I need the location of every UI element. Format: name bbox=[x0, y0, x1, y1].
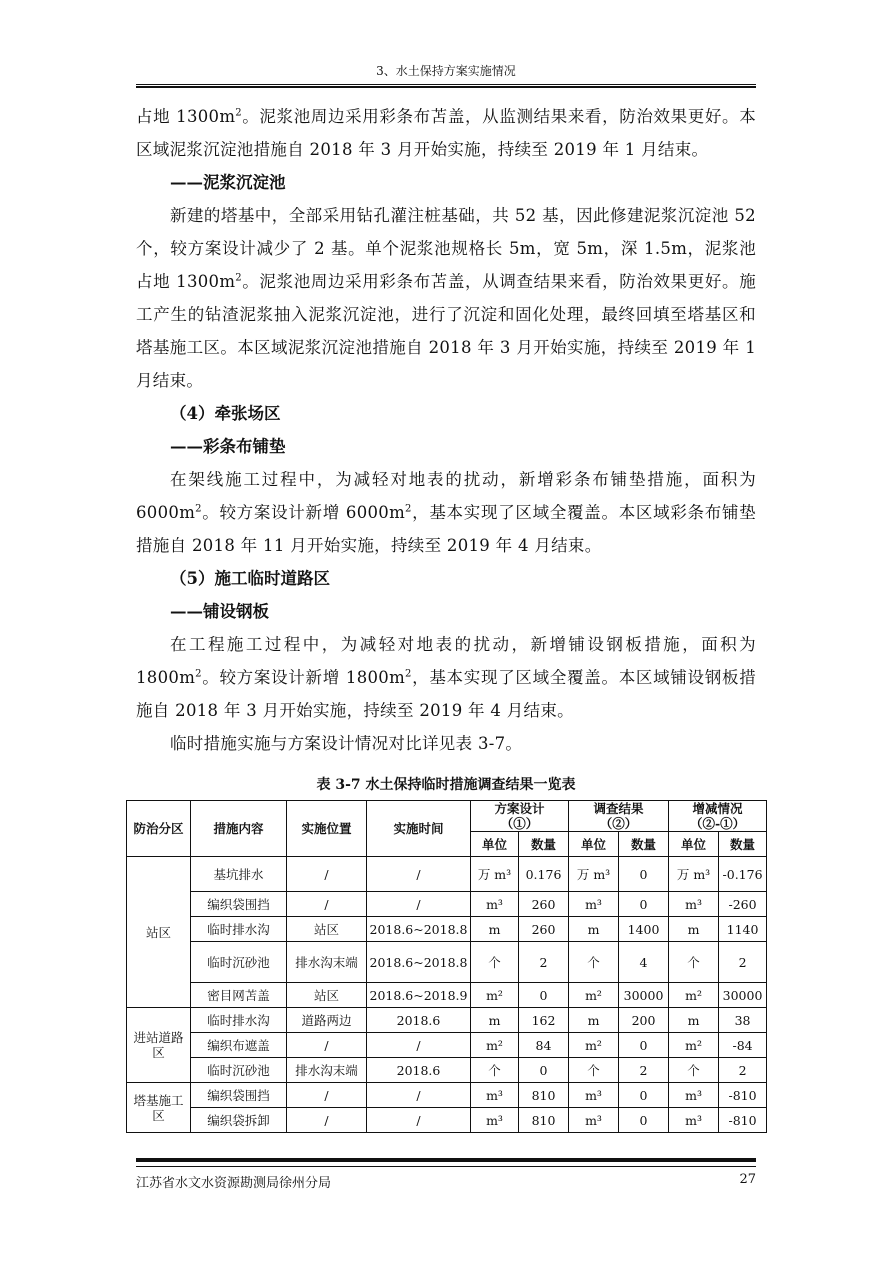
cell-q1: 810 bbox=[519, 1108, 569, 1133]
paragraph: 新建的塔基中，全部采用钻孔灌注桩基础，共 52 基，因此修建泥浆沉淀池 52 个，较方案设计减少了 2 基。单个泥浆池规格长 5m，宽 5m，深 1.5m，泥浆池占地 $1300m^2$。泥浆池周边采用彩条布苫盖，从调查结果来看，防治效果更好。施工产生的钻渣泥浆抽入泥浆沉淀池，进行了沉淀和固化处理，最终回填至塔基区和塔基施工区。本区域泥浆沉淀池措施自 2018 年 3 月开始实施，持续至 2019 年 1 月结束。 bbox=[136, 206, 756, 390]
cell-q3: 2 bbox=[719, 1058, 767, 1083]
cell-u3: m³ bbox=[669, 1108, 719, 1133]
cell-u1: m bbox=[471, 917, 519, 942]
cell-u2: m³ bbox=[569, 1108, 619, 1133]
table-row bbox=[127, 1033, 767, 1058]
table-body bbox=[127, 857, 767, 1133]
cell-measure: 编织袋围挡 bbox=[191, 892, 287, 917]
cell-q2: 200 bbox=[619, 1008, 669, 1033]
table-row bbox=[127, 942, 767, 983]
cell-measure: 临时沉砂池 bbox=[191, 1058, 287, 1083]
table-row bbox=[127, 1108, 767, 1133]
cell-time: 2018.6 bbox=[367, 1058, 471, 1083]
header-qty: 数量 bbox=[619, 832, 669, 857]
paragraph: 在架线施工过程中，为减轻对地表的扰动，新增彩条布铺垫措施，面积为 $6000m^2$。较方案设计新增 $6000m^2$，基本实现了区域全覆盖。本区域彩条布铺垫措施自 2018 年 11 月开始实施，持续至 2019 年 4 月结束。 bbox=[136, 470, 756, 555]
cell-u3: m² bbox=[669, 983, 719, 1008]
cell-u1: 万 m³ bbox=[471, 857, 519, 892]
cell-q3: 1140 bbox=[719, 917, 767, 942]
cell-location: / bbox=[287, 1033, 367, 1058]
cell-u2: m³ bbox=[569, 1083, 619, 1108]
cell-measure: 临时排水沟 bbox=[191, 1008, 287, 1033]
table-caption: 表 3-7 水土保持临时措施调查结果一览表 bbox=[316, 777, 576, 793]
cell-q3: -0.176 bbox=[719, 857, 767, 892]
cell-measure: 编织布遮盖 bbox=[191, 1033, 287, 1058]
paragraph: 在工程施工过程中，为减轻对地表的扰动，新增铺设钢板措施，面积为 $1800m^2$。较方案设计新增 $1800m^2$，基本实现了区域全覆盖。本区域铺设钢板措施自 2018 年 3 月开始实施，持续至 2019 年 4 月结束。 bbox=[136, 635, 756, 720]
cell-u3: m³ bbox=[669, 892, 719, 917]
cell-q2: 0 bbox=[619, 892, 669, 917]
cell-location: / bbox=[287, 1108, 367, 1133]
cell-time: / bbox=[367, 892, 471, 917]
cell-u3: m bbox=[669, 917, 719, 942]
header-rule bbox=[136, 84, 756, 88]
cell-q1: 0 bbox=[519, 983, 569, 1008]
cell-u3: m³ bbox=[669, 1083, 719, 1108]
section-heading: （4）牵张场区 bbox=[170, 404, 281, 423]
zone-cell: 站区 bbox=[127, 857, 191, 1008]
table-row bbox=[127, 1058, 767, 1083]
cell-q3: 30000 bbox=[719, 983, 767, 1008]
cell-u2: m³ bbox=[569, 892, 619, 917]
cell-q3: -84 bbox=[719, 1033, 767, 1058]
cell-u2: 万 m³ bbox=[569, 857, 619, 892]
cell-u1: m³ bbox=[471, 892, 519, 917]
header-unit: 单位 bbox=[471, 832, 519, 857]
cell-location: 排水沟末端 bbox=[287, 1058, 367, 1083]
header-plan: 方案设计 （①） bbox=[471, 801, 569, 832]
cell-u1: m² bbox=[471, 983, 519, 1008]
cell-location: / bbox=[287, 1083, 367, 1108]
cell-q2: 0 bbox=[619, 1033, 669, 1058]
cell-u1: 个 bbox=[471, 1058, 519, 1083]
header-qty: 数量 bbox=[519, 832, 569, 857]
cell-u1: m³ bbox=[471, 1083, 519, 1108]
cell-time: 2018.6~2018.9 bbox=[367, 983, 471, 1008]
cell-u3: m bbox=[669, 1008, 719, 1033]
cell-q1: 2 bbox=[519, 942, 569, 983]
cell-q2: 0 bbox=[619, 1108, 669, 1133]
cell-q1: 0 bbox=[519, 1058, 569, 1083]
body-text bbox=[136, 100, 756, 760]
header-zone: 防治分区 bbox=[127, 801, 191, 857]
cell-u1: 个 bbox=[471, 942, 519, 983]
cell-measure: 基坑排水 bbox=[191, 857, 287, 892]
header-change: 增减情况 （②-①） bbox=[669, 801, 767, 832]
cell-time: 2018.6~2018.8 bbox=[367, 942, 471, 983]
cell-q2: 30000 bbox=[619, 983, 669, 1008]
table-row bbox=[127, 892, 767, 917]
cell-time: 2018.6 bbox=[367, 1008, 471, 1033]
footer-org: 江苏省水文水资源勘测局徐州分局 bbox=[136, 1176, 332, 1191]
cell-time: / bbox=[367, 857, 471, 892]
section-heading: ——彩条布铺垫 bbox=[170, 437, 286, 456]
cell-u2: m bbox=[569, 1008, 619, 1033]
table-row bbox=[127, 983, 767, 1008]
cell-u2: m bbox=[569, 917, 619, 942]
cell-u2: 个 bbox=[569, 942, 619, 983]
cell-u3: m² bbox=[669, 1033, 719, 1058]
cell-q1: 84 bbox=[519, 1033, 569, 1058]
page-header: 3、水土保持方案实施情况 bbox=[376, 64, 516, 78]
zone-cell: 进站道路区 bbox=[127, 1008, 191, 1083]
cell-u3: 个 bbox=[669, 942, 719, 983]
cell-u1: m³ bbox=[471, 1108, 519, 1133]
footer-rule bbox=[136, 1158, 756, 1167]
cell-q3: 38 bbox=[719, 1008, 767, 1033]
cell-q1: 260 bbox=[519, 892, 569, 917]
cell-q2: 4 bbox=[619, 942, 669, 983]
header-qty: 数量 bbox=[719, 832, 767, 857]
cell-time: / bbox=[367, 1108, 471, 1133]
header-unit: 单位 bbox=[569, 832, 619, 857]
cell-measure: 密目网苫盖 bbox=[191, 983, 287, 1008]
cell-q1: 260 bbox=[519, 917, 569, 942]
cell-u2: m² bbox=[569, 1033, 619, 1058]
cell-u2: 个 bbox=[569, 1058, 619, 1083]
cell-q2: 0 bbox=[619, 857, 669, 892]
cell-time: / bbox=[367, 1083, 471, 1108]
cell-location: / bbox=[287, 892, 367, 917]
page-number: 27 bbox=[739, 1172, 756, 1187]
cell-u3: 万 m³ bbox=[669, 857, 719, 892]
paragraph: 占地 $1300m^2$。泥浆池周边采用彩条布苫盖，从监测结果来看，防治效果更好。本区域泥浆沉淀池措施自 2018 年 3 月开始实施，持续至 2019 年 1 月结束。 bbox=[136, 107, 756, 159]
cell-q2: 1400 bbox=[619, 917, 669, 942]
paragraph: 临时措施实施与方案设计情况对比详见表 3-7。 bbox=[170, 734, 523, 753]
cell-time: / bbox=[367, 1033, 471, 1058]
cell-q1: 162 bbox=[519, 1008, 569, 1033]
table-row bbox=[127, 1083, 767, 1108]
measures-table bbox=[126, 800, 767, 1133]
cell-q2: 0 bbox=[619, 1083, 669, 1108]
cell-measure: 临时沉砂池 bbox=[191, 942, 287, 983]
cell-q3: 2 bbox=[719, 942, 767, 983]
cell-q3: -810 bbox=[719, 1108, 767, 1133]
cell-u3: 个 bbox=[669, 1058, 719, 1083]
cell-location: 站区 bbox=[287, 983, 367, 1008]
table-row bbox=[127, 857, 767, 892]
cell-u1: m² bbox=[471, 1033, 519, 1058]
cell-location: 站区 bbox=[287, 917, 367, 942]
section-heading: ——铺设钢板 bbox=[170, 602, 269, 621]
cell-location: 排水沟末端 bbox=[287, 942, 367, 983]
cell-q3: -260 bbox=[719, 892, 767, 917]
header-measure: 措施内容 bbox=[191, 801, 287, 857]
cell-u2: m² bbox=[569, 983, 619, 1008]
section-heading: ——泥浆沉淀池 bbox=[170, 173, 286, 192]
zone-cell: 塔基施工区 bbox=[127, 1083, 191, 1133]
table-row bbox=[127, 1008, 767, 1033]
cell-q1: 810 bbox=[519, 1083, 569, 1108]
cell-q1: 0.176 bbox=[519, 857, 569, 892]
cell-measure: 临时排水沟 bbox=[191, 917, 287, 942]
header-location: 实施位置 bbox=[287, 801, 367, 857]
header-time: 实施时间 bbox=[367, 801, 471, 857]
cell-q2: 2 bbox=[619, 1058, 669, 1083]
cell-measure: 编织袋拆卸 bbox=[191, 1108, 287, 1133]
header-survey: 调查结果 （②） bbox=[569, 801, 669, 832]
cell-location: 道路两边 bbox=[287, 1008, 367, 1033]
section-heading: （5）施工临时道路区 bbox=[170, 569, 330, 588]
header-unit: 单位 bbox=[669, 832, 719, 857]
table-row bbox=[127, 917, 767, 942]
cell-time: 2018.6~2018.8 bbox=[367, 917, 471, 942]
cell-q3: -810 bbox=[719, 1083, 767, 1108]
cell-u1: m bbox=[471, 1008, 519, 1033]
cell-location: / bbox=[287, 857, 367, 892]
cell-measure: 编织袋围挡 bbox=[191, 1083, 287, 1108]
